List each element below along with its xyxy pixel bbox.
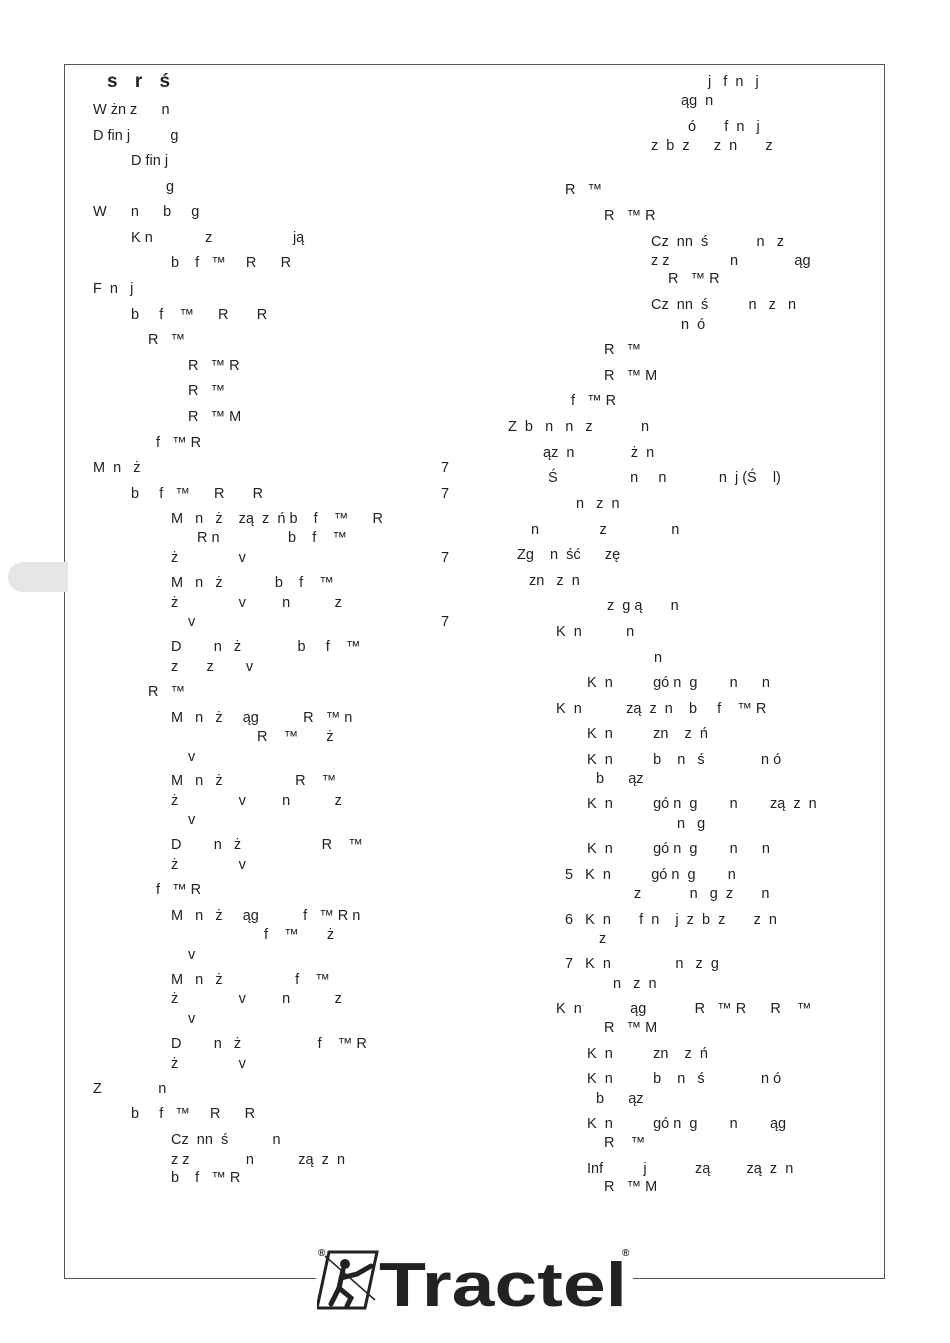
toc-entry[interactable]: f ™ R (571, 393, 617, 409)
toc-entry[interactable]: R ™ M (188, 409, 242, 425)
toc-entry[interactable]: v (188, 812, 196, 828)
toc-entry[interactable]: R ™ ż (257, 729, 334, 745)
toc-entry[interactable]: D fin j (131, 153, 169, 169)
toc-entry[interactable]: 6 K n f n j z b z z n (565, 912, 777, 928)
toc-entry[interactable]: Ś n n n j (Ś l) (548, 470, 781, 486)
toc-entry[interactable]: K n zą z n b f ™ R (556, 701, 767, 717)
toc-entry[interactable]: n z n (531, 522, 680, 538)
toc-entry[interactable]: b f ™ R R (171, 255, 292, 271)
toc-entry[interactable]: F n j (93, 281, 134, 297)
toc-entry[interactable]: v (188, 614, 196, 630)
toc-entry[interactable]: R ™ M (604, 1020, 658, 1036)
toc-entry[interactable]: b f ™ R R (131, 307, 268, 323)
toc-entry[interactable]: K n b n ś n ó (587, 1071, 782, 1087)
toc-entry[interactable]: z z n ąg (651, 253, 811, 269)
toc-entry[interactable]: ż v (171, 550, 246, 566)
toc-entry[interactable]: M n ż R ™ (171, 773, 337, 789)
toc-entry[interactable]: v (188, 1011, 196, 1027)
toc-page-number: 7 (441, 460, 450, 476)
climber-icon (317, 1252, 377, 1308)
toc-entry[interactable]: Inf j zą zą z n (587, 1161, 794, 1177)
toc-entry[interactable]: R ™ (565, 182, 603, 198)
toc-entry[interactable]: z n g z n (634, 886, 770, 902)
logo-wordmark: Tractel (379, 1251, 627, 1312)
toc-entry[interactable]: K n gó n g n zą z n (587, 796, 817, 812)
toc-entry[interactable]: R ™ R (668, 271, 720, 287)
toc-entry[interactable]: K n ąg R ™ R R ™ (556, 1001, 812, 1017)
toc-entry[interactable]: R n b f ™ (197, 530, 347, 546)
toc-entry[interactable]: ż v n z (171, 991, 342, 1007)
toc-entry[interactable]: Cz nn ś n (171, 1132, 281, 1148)
toc-entry[interactable]: f ™ R (156, 882, 202, 898)
toc-entry[interactable]: D n ż f ™ R (171, 1036, 367, 1052)
toc-entry[interactable]: M n ż (93, 460, 141, 476)
toc-entry[interactable]: Zg n ść zę (517, 547, 621, 563)
toc-entry[interactable]: R ™ M (604, 1179, 658, 1195)
toc-entry[interactable]: j f n j (708, 74, 759, 90)
toc-entry[interactable]: K n z ją (131, 230, 305, 246)
toc-entry[interactable]: W n b g (93, 204, 200, 220)
side-tab-edge (56, 562, 64, 592)
bottom-rule-right (633, 1278, 885, 1279)
toc-page-number: 7 (441, 614, 450, 630)
toc-entry[interactable]: W żn z n (93, 102, 170, 118)
toc-entry[interactable]: b f ™ R R (131, 1106, 256, 1122)
toc-entry[interactable]: M n ż b f ™ (171, 575, 334, 591)
toc-entry[interactable]: zn z n (529, 573, 580, 589)
bottom-rule-left (64, 1278, 316, 1279)
toc-entry[interactable]: ż v n z (171, 595, 342, 611)
registered-mark-right: ® (622, 1248, 630, 1259)
toc-entry[interactable]: b ąz (596, 771, 644, 787)
toc-entry[interactable]: R ™ R (188, 358, 240, 374)
toc-entry[interactable]: 5 K n gó n g n (565, 867, 736, 883)
toc-entry[interactable]: f ™ R (156, 435, 202, 451)
toc-entry[interactable]: ó f n j (688, 119, 760, 135)
toc-entry[interactable]: D fin j g (93, 128, 179, 144)
toc-entry[interactable]: R ™ (604, 1135, 646, 1151)
registered-mark-left: ® (318, 1248, 326, 1259)
toc-entry[interactable]: b ąz (596, 1091, 644, 1107)
toc-entry[interactable]: K n zn z ń (587, 1046, 708, 1062)
toc-entry[interactable]: K n b n ś n ó (587, 752, 782, 768)
toc-entry[interactable]: K n n (556, 624, 635, 640)
toc-entry[interactable]: z z n zą z n (171, 1152, 346, 1168)
toc-entry[interactable]: n (654, 650, 663, 666)
toc-entry[interactable]: v (188, 749, 196, 765)
toc-entry[interactable]: b f ™ R (171, 1170, 241, 1186)
toc-entry[interactable]: D n ż R ™ (171, 837, 363, 853)
toc-entry[interactable]: b f ™ R R (131, 486, 264, 502)
toc-entry[interactable]: z g ą n (607, 598, 679, 614)
toc-entry[interactable]: K n gó n g n n (587, 675, 770, 691)
toc-entry[interactable]: n z n (576, 496, 620, 512)
toc-entry[interactable]: 7 K n n z g (565, 956, 719, 972)
toc-entry[interactable]: v (188, 947, 196, 963)
toc-entry[interactable]: R ™ (148, 684, 186, 700)
toc-entry[interactable]: R ™ (604, 342, 642, 358)
tractel-logo (317, 1248, 633, 1312)
toc-page-number: 7 (441, 486, 450, 502)
toc-entry[interactable]: R ™ (148, 332, 186, 348)
toc-entry[interactable]: n g (677, 816, 706, 832)
toc-entry[interactable]: R ™ M (604, 368, 658, 384)
toc-page-number: 7 (441, 550, 450, 566)
toc-entry[interactable]: Cz nn ś n z (651, 234, 784, 250)
toc-entry[interactable]: M n ż ąg f ™ R n (171, 908, 361, 924)
toc-entry[interactable]: n z n (613, 976, 657, 992)
toc-entry[interactable]: ż v (171, 1056, 246, 1072)
toc-entry[interactable]: n ó (681, 317, 706, 333)
toc-entry[interactable]: M n ż f ™ (171, 972, 330, 988)
toc-entry[interactable]: z (599, 931, 607, 947)
toc-entry[interactable]: R ™ R (604, 208, 656, 224)
toc-entry[interactable]: ąg n (681, 93, 714, 109)
toc-title: s r ś (107, 71, 177, 92)
toc-entry[interactable]: g (166, 179, 175, 195)
toc-entry[interactable]: D n ż b f ™ (171, 639, 361, 655)
toc-entry[interactable]: ż v (171, 857, 246, 873)
toc-entry[interactable]: K n gó n g n ąg (587, 1116, 787, 1132)
toc-entry[interactable]: Z n (93, 1081, 167, 1097)
toc-entry[interactable]: ż v n z (171, 793, 342, 809)
toc-entry[interactable]: f ™ ż (264, 927, 335, 943)
toc-entry[interactable]: z b z z n z (651, 138, 773, 154)
toc-entry[interactable]: R ™ (188, 383, 226, 399)
toc-entry[interactable]: K n gó n g n n (587, 841, 770, 857)
toc-entry[interactable]: M n ż ąg R ™ n (171, 710, 353, 726)
toc-entry[interactable]: K n zn z ń (587, 726, 708, 742)
toc-entry[interactable]: Z b n n z n (508, 419, 650, 435)
toc-entry[interactable]: Cz nn ś n z n (651, 297, 797, 313)
toc-entry[interactable]: z z v (171, 659, 254, 675)
toc-entry[interactable]: ąz n ż n (543, 445, 655, 461)
toc-entry[interactable]: M n ż zą z ń b f ™ R (171, 511, 383, 527)
